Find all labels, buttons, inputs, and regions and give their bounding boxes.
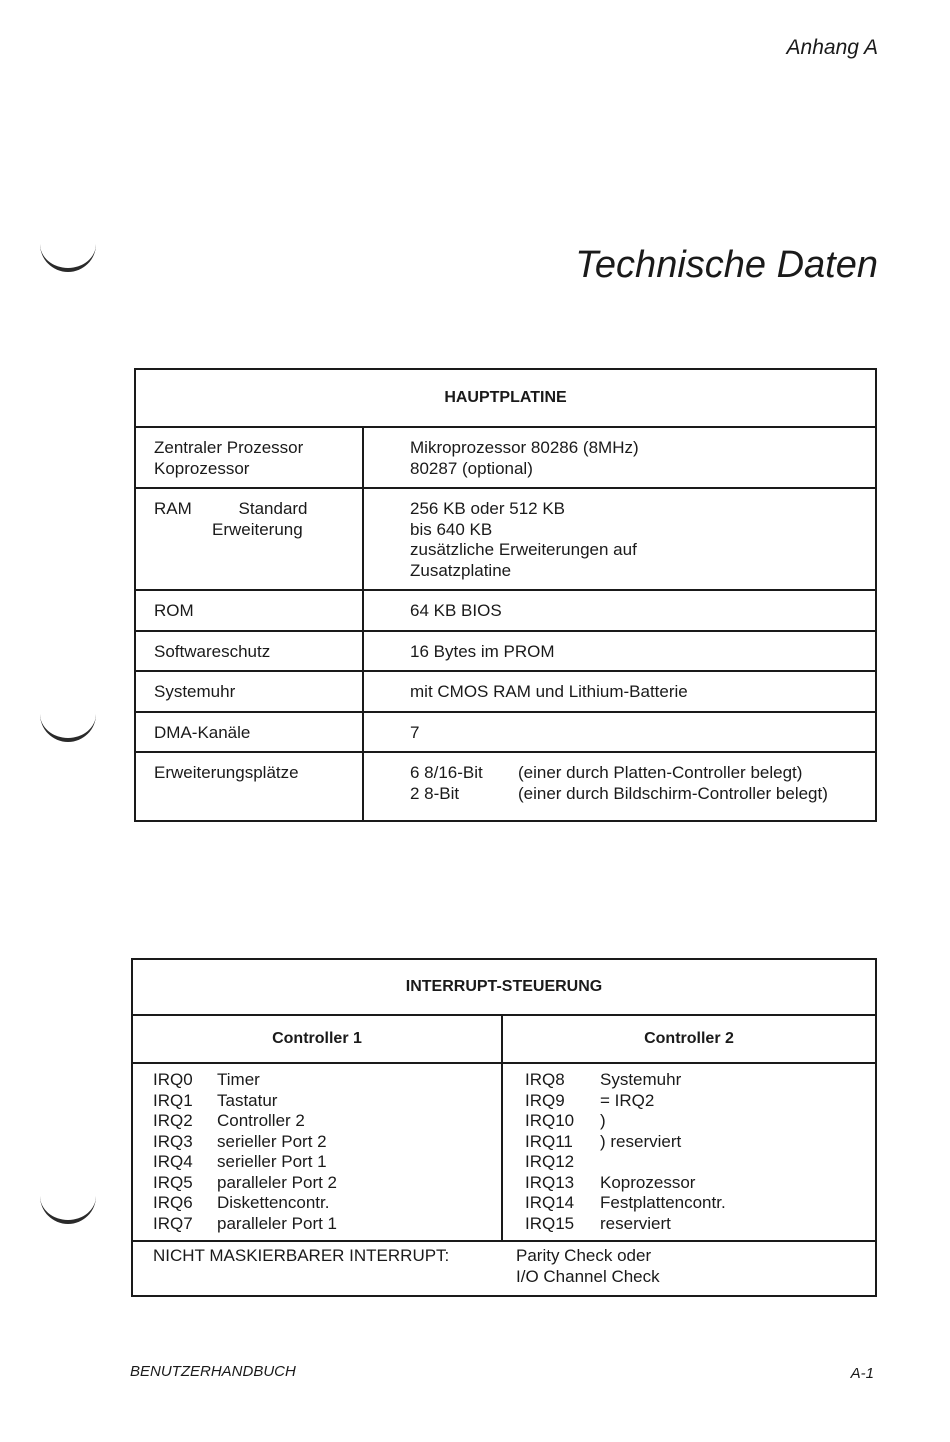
row-sublabel: Erweiterung [212,519,303,539]
section-label: Anhang A [786,36,878,59]
list-item: IRQ6 Diskettencontr. [153,1193,330,1212]
nmi-label: NICHT MASKIERBARER INTERRUPT: [153,1246,450,1265]
slot-count: 6 8/16-Bit [410,763,483,782]
list-item: IRQ4 serieller Port 1 [153,1152,327,1171]
row-value: mit CMOS RAM und Lithium-Batterie [363,671,876,712]
controller1-list [132,1063,502,1241]
binder-hole-middle [40,708,96,742]
slot-note: (einer durch Bildschirm-Controller belegt) [518,783,828,803]
table-row [135,752,876,821]
row-value: 16 Bytes im PROM [363,631,876,672]
controller2-list [502,1063,876,1241]
interrupt-table [131,958,877,1297]
slot-note: (einer durch Platten-Controller belegt) [518,763,803,782]
page-number: A-1 [850,1365,874,1382]
binder-hole-top [40,238,96,272]
row-label: Erweiterungsplätze [135,752,363,821]
interrupt-heading: INTERRUPT-STEUERUNG [132,959,876,1015]
row-value: zusätzliche Erweiterungen auf [410,540,637,559]
list-item: IRQ5 paralleler Port 2 [153,1172,338,1192]
row-label: ROM [135,590,363,631]
table-row [135,488,876,590]
list-item: IRQ14 Festplattencontr. [525,1193,726,1212]
nmi-value: Parity Check oder [516,1246,652,1265]
row-value: bis 640 KB [410,519,493,539]
list-item: IRQ8 Systemuhr [525,1070,682,1089]
list-item: IRQ0 Timer [153,1070,260,1089]
list-item: IRQ3 serieller Port 2 [153,1131,327,1151]
hauptplatine-table [134,368,877,822]
table-row [135,590,876,631]
row-label: Zentraler Prozessor [154,438,304,457]
table-row [135,671,876,712]
row-value: Mikroprozessor 80286 (8MHz) [410,438,639,457]
footer-manual-title: BENUTZERHANDBUCH [130,1363,296,1380]
row-label: Softwareschutz [135,631,363,672]
row-label: RAM [154,499,192,518]
list-item: IRQ15 reserviert [525,1213,671,1233]
row-value: 64 KB BIOS [363,590,876,631]
row-value: 256 KB oder 512 KB [410,499,566,518]
table-row [135,631,876,672]
row-label: Koprozessor [154,458,250,478]
row-label: Systemuhr [135,671,363,712]
slot-count: 2 8-Bit [410,783,460,803]
list-item: IRQ13 Koprozessor [525,1172,696,1192]
list-item: IRQ1 Tastatur [153,1090,278,1110]
table-row [135,712,876,753]
list-item: IRQ9 = IRQ2 [525,1090,655,1110]
hauptplatine-heading: HAUPTPLATINE [135,369,876,427]
row-value: 7 [363,712,876,753]
list-item: IRQ12 [525,1152,575,1171]
row-sublabel: Standard [238,499,308,518]
list-item: IRQ2 Controller 2 [153,1111,305,1130]
list-item: IRQ11 ) reserviert [525,1131,682,1151]
controller2-heading: Controller 2 [502,1015,876,1063]
row-label: DMA-Kanäle [135,712,363,753]
row-value: 80287 (optional) [410,458,533,478]
controller1-heading: Controller 1 [132,1015,502,1063]
nmi-value: I/O Channel Check [516,1266,660,1286]
row-value: Zusatzplatine [410,560,512,580]
binder-hole-bottom [40,1190,96,1224]
table-row [135,427,876,488]
nmi-row [132,1241,876,1296]
page-title: Technische Daten [575,244,878,286]
list-item: IRQ10 ) [525,1111,606,1130]
list-item: IRQ7 paralleler Port 1 [153,1213,338,1233]
